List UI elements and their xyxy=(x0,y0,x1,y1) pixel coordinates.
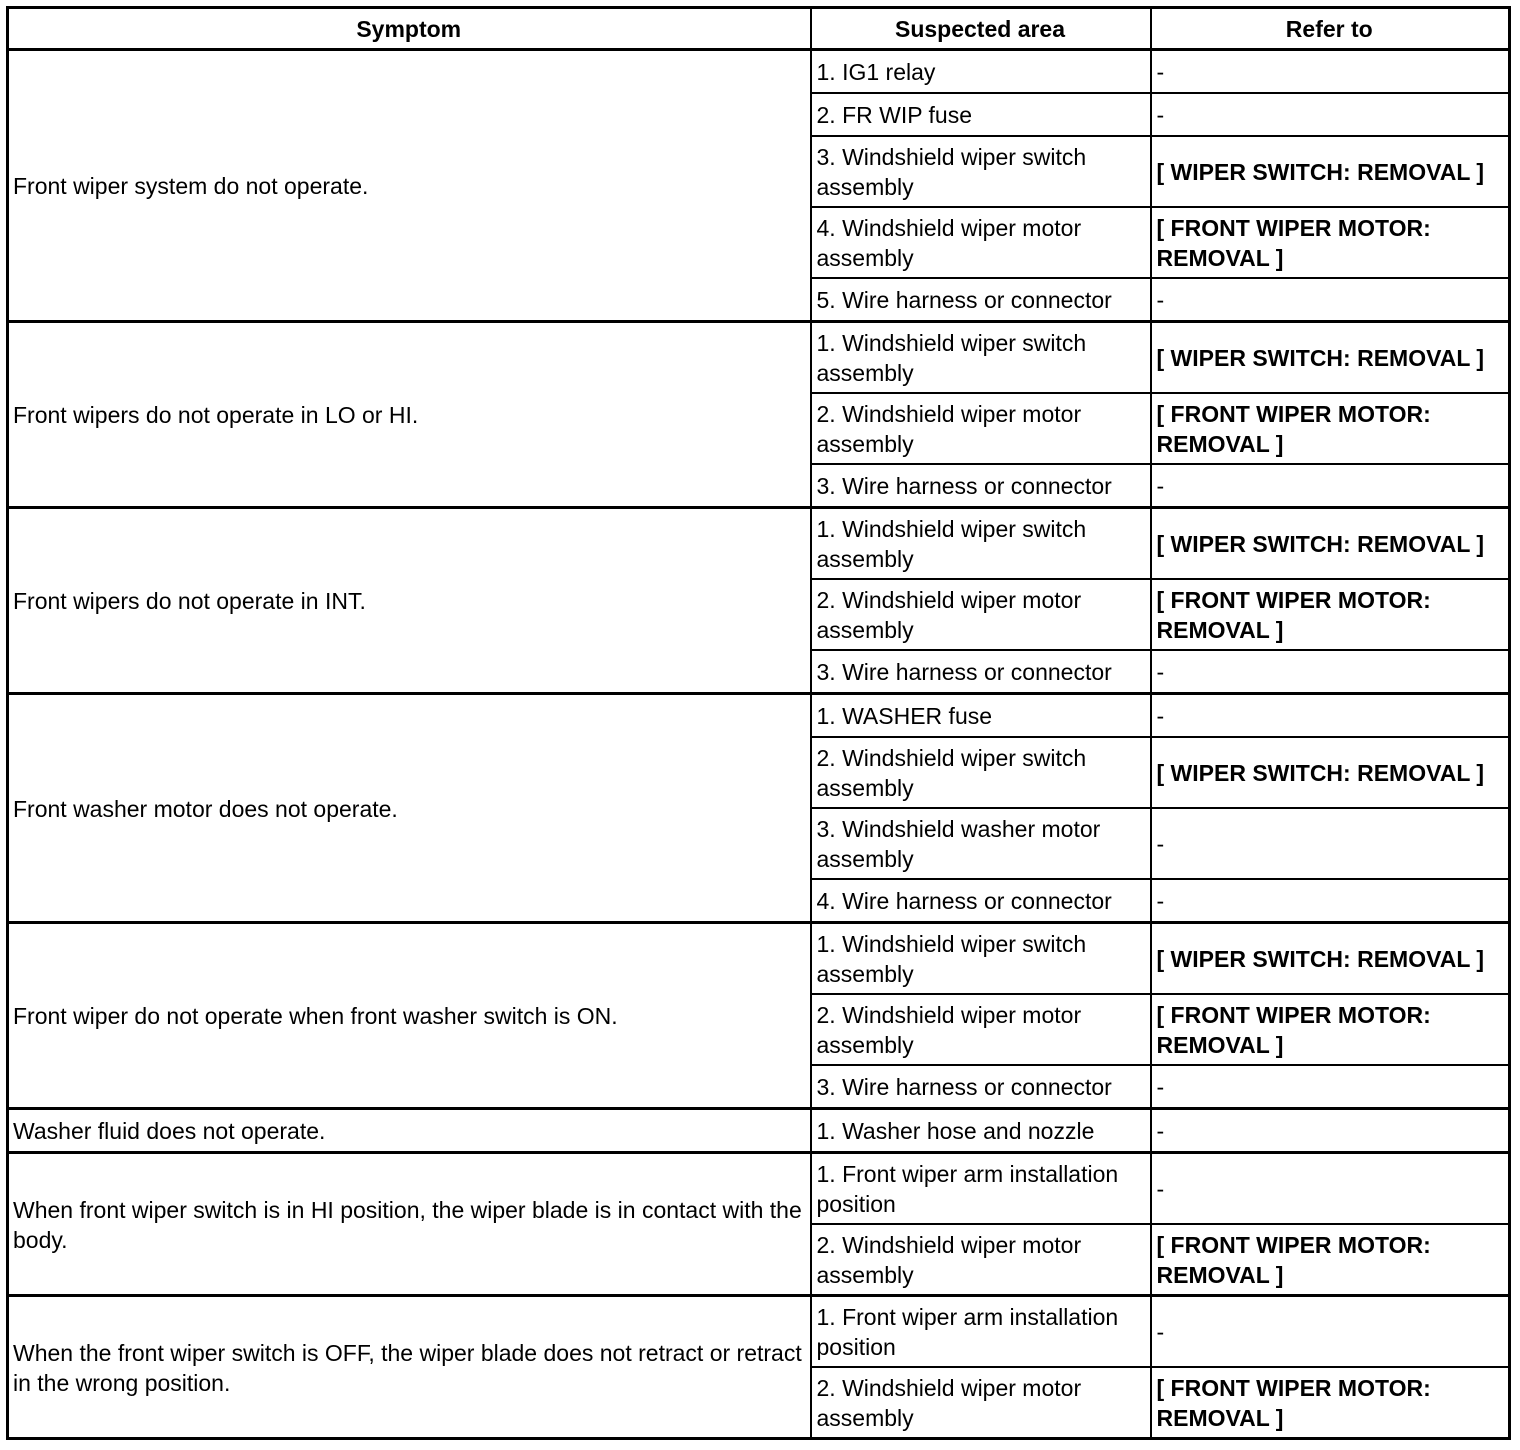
refer-to-link[interactable]: [ FRONT WIPER MOTOR: REMOVAL ] xyxy=(1151,393,1510,464)
suspected-area-cell: 5. Wire harness or connector xyxy=(811,278,1151,322)
table-row xyxy=(8,1109,1510,1153)
table-row xyxy=(8,1296,1510,1368)
refer-to-cell: - xyxy=(1151,1109,1510,1153)
suspected-area-cell: 1. IG1 relay xyxy=(811,50,1151,94)
refer-to-link[interactable]: [ FRONT WIPER MOTOR: REMOVAL ] xyxy=(1151,1367,1510,1439)
suspected-area-cell: 3. Windshield wiper switch assembly xyxy=(811,136,1151,207)
refer-to-link[interactable]: [ FRONT WIPER MOTOR: REMOVAL ] xyxy=(1151,1224,1510,1296)
suspected-area-cell: 3. Windshield washer motor assembly xyxy=(811,808,1151,879)
table-row xyxy=(8,50,1510,94)
refer-to-cell: - xyxy=(1151,650,1510,694)
header-row xyxy=(8,8,1510,50)
refer-to-cell: - xyxy=(1151,879,1510,923)
symptom-cell: Washer fluid does not operate. xyxy=(8,1109,811,1153)
troubleshooting-table xyxy=(6,6,1511,1440)
troubleshooting-table-container xyxy=(6,6,1511,1440)
suspected-area-cell: 3. Wire harness or connector xyxy=(811,464,1151,508)
refer-to-cell: - xyxy=(1151,1296,1510,1368)
refer-to-cell: - xyxy=(1151,694,1510,738)
refer-to-link[interactable]: [ WIPER SWITCH: REMOVAL ] xyxy=(1151,136,1510,207)
symptom-cell: Front wipers do not operate in LO or HI. xyxy=(8,322,811,508)
table-row xyxy=(8,322,1510,394)
suspected-area-cell: 1. Windshield wiper switch assembly xyxy=(811,923,1151,995)
header-refer-to: Refer to xyxy=(1151,8,1510,50)
suspected-area-cell: 1. Washer hose and nozzle xyxy=(811,1109,1151,1153)
suspected-area-cell: 2. FR WIP fuse xyxy=(811,93,1151,136)
symptom-cell: When the front wiper switch is OFF, the wiper blade does not retract or retract in the wrong position. xyxy=(8,1296,811,1439)
refer-to-cell: - xyxy=(1151,50,1510,94)
refer-to-link[interactable]: [ FRONT WIPER MOTOR: REMOVAL ] xyxy=(1151,994,1510,1065)
table-row xyxy=(8,923,1510,995)
suspected-area-cell: 2. Windshield wiper motor assembly xyxy=(811,579,1151,650)
suspected-area-cell: 1. Windshield wiper switch assembly xyxy=(811,508,1151,580)
symptom-cell: Front wiper system do not operate. xyxy=(8,50,811,322)
refer-to-link[interactable]: [ FRONT WIPER MOTOR: REMOVAL ] xyxy=(1151,579,1510,650)
symptom-cell: When front wiper switch is in HI position, the wiper blade is in contact with the body. xyxy=(8,1153,811,1296)
header-suspected-area: Suspected area xyxy=(811,8,1151,50)
table-row xyxy=(8,1153,1510,1225)
table-row xyxy=(8,508,1510,580)
refer-to-cell: - xyxy=(1151,93,1510,136)
suspected-area-cell: 4. Windshield wiper motor assembly xyxy=(811,207,1151,278)
suspected-area-cell: 1. Front wiper arm installation position xyxy=(811,1153,1151,1225)
table-row xyxy=(8,694,1510,738)
refer-to-cell: - xyxy=(1151,278,1510,322)
suspected-area-cell: 2. Windshield wiper motor assembly xyxy=(811,1367,1151,1439)
table-body xyxy=(8,50,1510,1439)
refer-to-link[interactable]: [ WIPER SWITCH: REMOVAL ] xyxy=(1151,508,1510,580)
suspected-area-cell: 3. Wire harness or connector xyxy=(811,1065,1151,1109)
suspected-area-cell: 3. Wire harness or connector xyxy=(811,650,1151,694)
suspected-area-cell: 4. Wire harness or connector xyxy=(811,879,1151,923)
suspected-area-cell: 1. WASHER fuse xyxy=(811,694,1151,738)
suspected-area-cell: 1. Front wiper arm installation position xyxy=(811,1296,1151,1368)
refer-to-link[interactable]: [ WIPER SWITCH: REMOVAL ] xyxy=(1151,737,1510,808)
refer-to-cell: - xyxy=(1151,1065,1510,1109)
symptom-cell: Front washer motor does not operate. xyxy=(8,694,811,923)
refer-to-link[interactable]: [ WIPER SWITCH: REMOVAL ] xyxy=(1151,923,1510,995)
symptom-cell: Front wipers do not operate in INT. xyxy=(8,508,811,694)
suspected-area-cell: 2. Windshield wiper motor assembly xyxy=(811,1224,1151,1296)
symptom-cell: Front wiper do not operate when front washer switch is ON. xyxy=(8,923,811,1109)
suspected-area-cell: 2. Windshield wiper switch assembly xyxy=(811,737,1151,808)
suspected-area-cell: 2. Windshield wiper motor assembly xyxy=(811,393,1151,464)
refer-to-cell: - xyxy=(1151,1153,1510,1225)
header-symptom: Symptom xyxy=(8,8,811,50)
suspected-area-cell: 1. Windshield wiper switch assembly xyxy=(811,322,1151,394)
refer-to-cell: - xyxy=(1151,808,1510,879)
suspected-area-cell: 2. Windshield wiper motor assembly xyxy=(811,994,1151,1065)
refer-to-link[interactable]: [ FRONT WIPER MOTOR: REMOVAL ] xyxy=(1151,207,1510,278)
refer-to-link[interactable]: [ WIPER SWITCH: REMOVAL ] xyxy=(1151,322,1510,394)
refer-to-cell: - xyxy=(1151,464,1510,508)
